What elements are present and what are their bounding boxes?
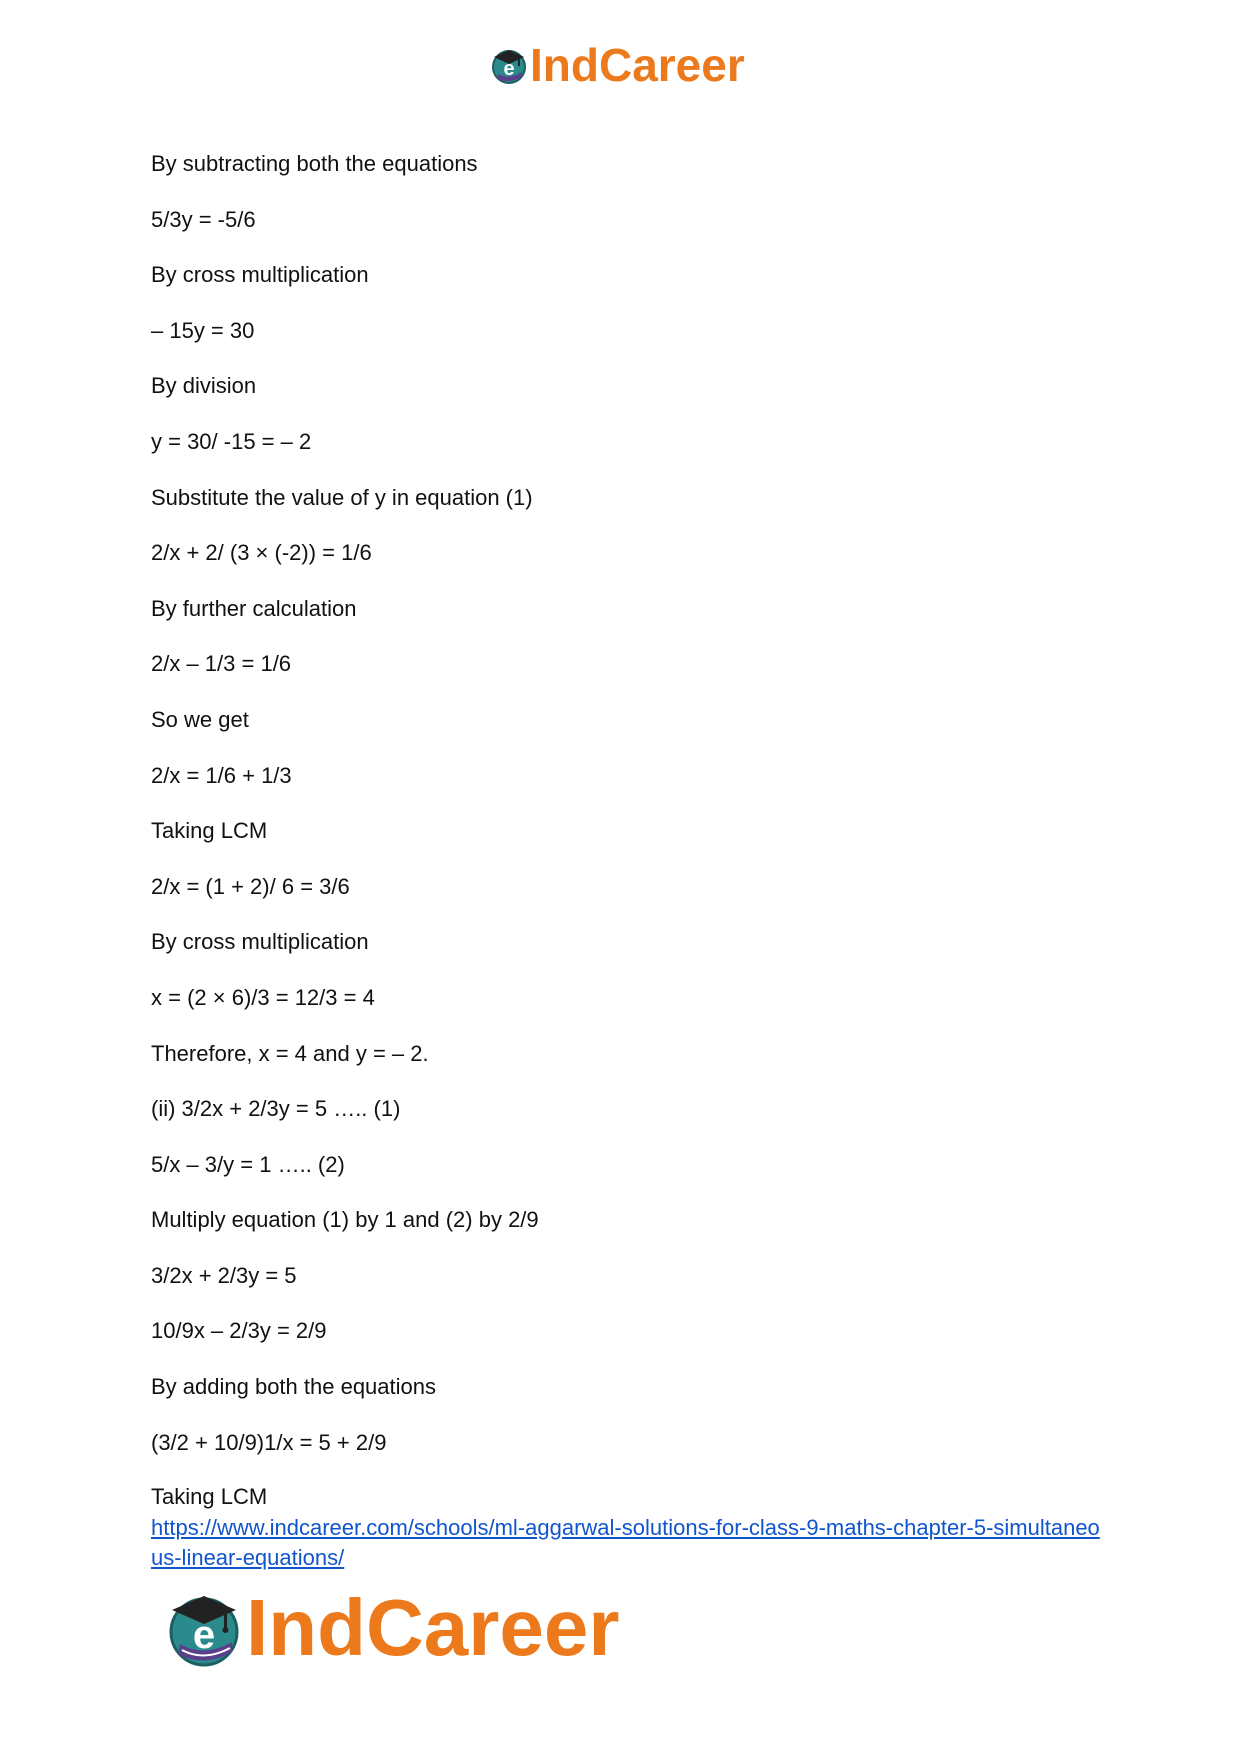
text-line: Taking LCM xyxy=(151,818,268,844)
document-body xyxy=(151,145,1111,1573)
text-line: 2/x – 1/3 = 1/6 xyxy=(151,651,292,677)
text-line: 5/3y = -5/6 xyxy=(151,206,256,232)
text-line: Therefore, x = 4 and y = – 2. xyxy=(151,1040,429,1066)
text-line: (ii) 3/2x + 2/3y = 5 ….. (1) xyxy=(151,1096,401,1122)
text-line: x = (2 × 6)/3 = 12/3 = 4 xyxy=(151,984,375,1010)
svg-text:e: e xyxy=(503,58,515,80)
brand-name: IndCareer xyxy=(246,1583,620,1672)
footer-logo xyxy=(162,1585,619,1671)
text-line: 2/x + 2/ (3 × (-2)) = 1/6 xyxy=(151,540,372,566)
text-line: Substitute the value of y in equation (1) xyxy=(151,484,533,510)
text-line: By subtracting both the equations xyxy=(151,151,478,176)
graduation-books-icon xyxy=(162,1586,246,1670)
text-line: By cross multiplication xyxy=(151,262,369,288)
text-line: (3/2 + 10/9)1/x = 5 + 2/9 xyxy=(151,1429,387,1455)
text-line: By cross multiplication xyxy=(151,929,369,955)
text-line: 2/x = 1/6 + 1/3 xyxy=(151,762,292,788)
text-line: – 15y = 30 xyxy=(151,317,255,343)
text-line: Multiply equation (1) by 1 and (2) by 2/9 xyxy=(151,1207,539,1233)
text-line: 2/x = (1 + 2)/ 6 = 3/6 xyxy=(151,873,350,899)
text-line: So we get xyxy=(151,706,249,732)
text-line: By further calculation xyxy=(151,595,357,621)
graduation-globe-icon xyxy=(488,44,530,86)
brand-name: IndCareer xyxy=(530,39,745,91)
source-link[interactable]: https://www.indcareer.com/schools/ml-aggarwal-solutions-for-class-9-maths-chapter-5-simultaneous-linear-equations/ xyxy=(151,1515,1100,1571)
text-line: 10/9x – 2/3y = 2/9 xyxy=(151,1318,327,1344)
text-line: 3/2x + 2/3y = 5 xyxy=(151,1262,297,1288)
header-logo xyxy=(488,40,745,90)
text-line: By division xyxy=(151,373,257,399)
text-line: By adding both the equations xyxy=(151,1374,437,1400)
text-line: Taking LCM xyxy=(151,1484,268,1510)
svg-text:e: e xyxy=(192,1613,216,1657)
text-line: y = 30/ -15 = – 2 xyxy=(151,428,312,454)
text-line: 5/x – 3/y = 1 ….. (2) xyxy=(151,1151,345,1177)
